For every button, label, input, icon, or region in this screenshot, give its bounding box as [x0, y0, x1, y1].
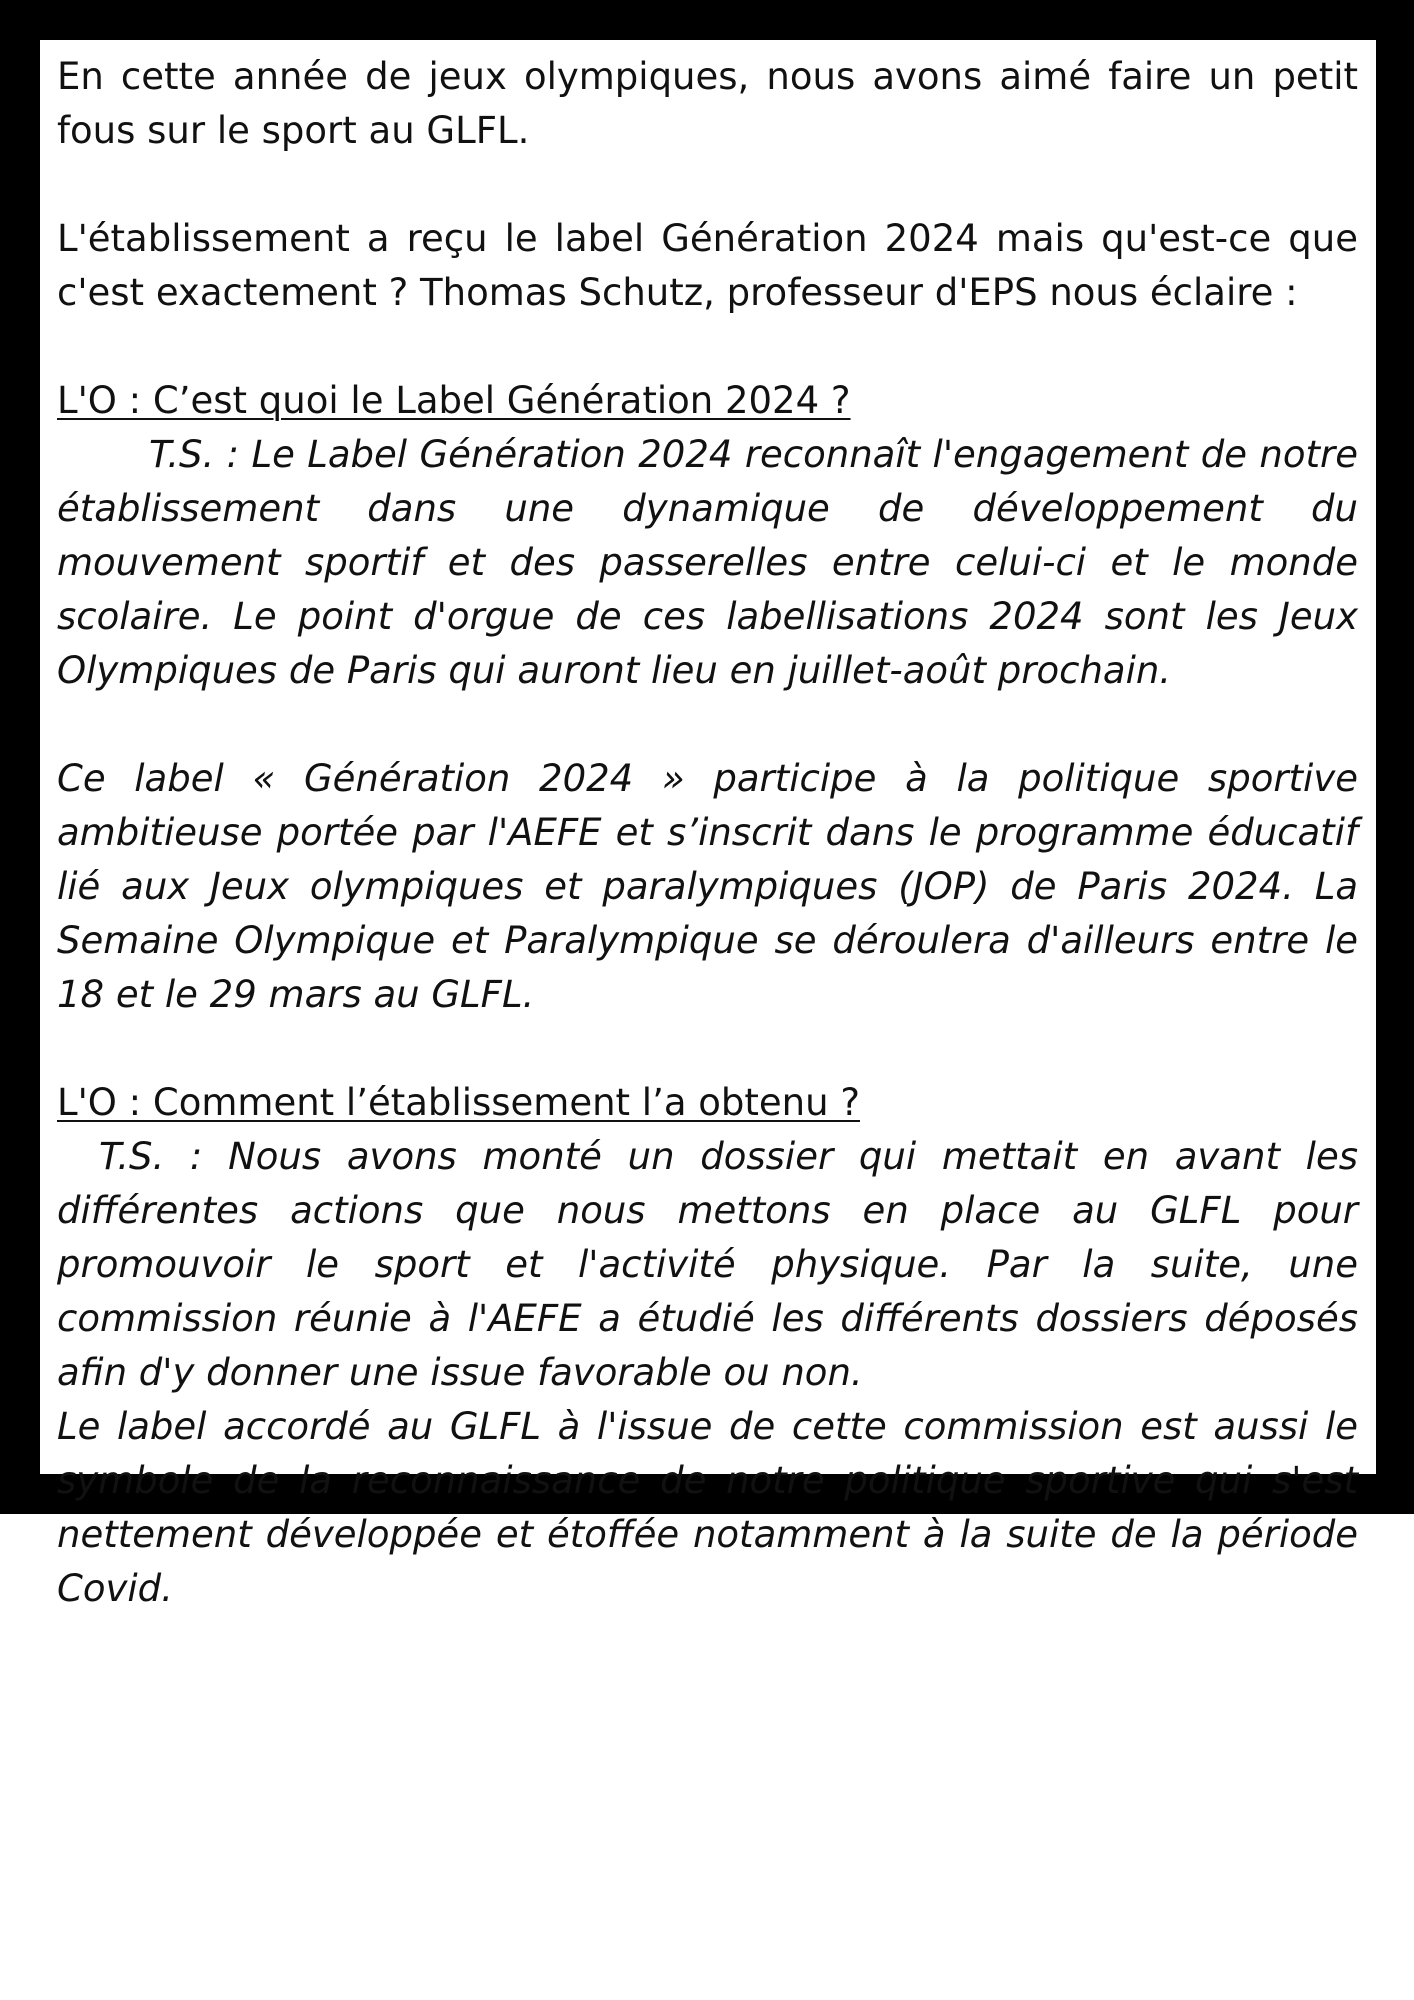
- question-2-heading: L'O : Comment l’établissement l’a obtenu ?: [57, 1081, 860, 1124]
- answer-2-paragraph-2: Le label accordé au GLFL à l'issue de cette commission est aussi le symbole de la reconnaissance de notre politique sportive qui s'est nettement développée et étoffée notamment à la suite de la période Covid.: [57, 1405, 1358, 1610]
- answer-2-paragraph-1: T.S. : Nous avons monté un dossier qui mettait en avant les différentes actions que nous mettons en place au GLFL pour promouvoir le sport et l'activité physique. Par la suite, une commission réunie à l'AEFE a étudié les différents dossiers déposés afin d'y donner une issue favorable ou non.: [57, 1135, 1358, 1394]
- spacer: [57, 158, 1358, 212]
- article-panel: [40, 40, 1376, 1610]
- spacer: [57, 698, 1358, 752]
- spacer: [57, 320, 1358, 374]
- answer-1-paragraph-1: T.S. : Le Label Génération 2024 reconnaît l'engagement de notre établissement dans une dynamique de développement du mouvement sportif et des passerelles entre celui-ci et le monde scolaire. Le point d'orgue de ces labellisations 2024 sont les Jeux Olympiques de Paris qui auront lieu en juillet-août prochain.: [57, 433, 1358, 692]
- spacer: [57, 1022, 1358, 1076]
- intro-paragraph-1: En cette année de jeux olympiques, nous avons aimé faire un petit fous sur le sport au GLFL.: [57, 55, 1358, 152]
- intro-paragraph-2: L'établissement a reçu le label Génération 2024 mais qu'est-ce que c'est exactement ? Thomas Schutz, professeur d'EPS nous éclaire :: [57, 217, 1358, 314]
- answer-1-paragraph-2: Ce label « Génération 2024 » participe à la politique sportive ambitieuse portée par l'AEFE et s’inscrit dans le programme éducatif lié aux Jeux olympiques et paralympiques (JOP) de Paris 2024. La Semaine Olympique et Paralympique se déroulera d'ailleurs entre le 18 et le 29 mars au GLFL.: [57, 757, 1358, 1016]
- question-1-heading: L'O : C’est quoi le Label Génération 2024 ?: [57, 379, 851, 422]
